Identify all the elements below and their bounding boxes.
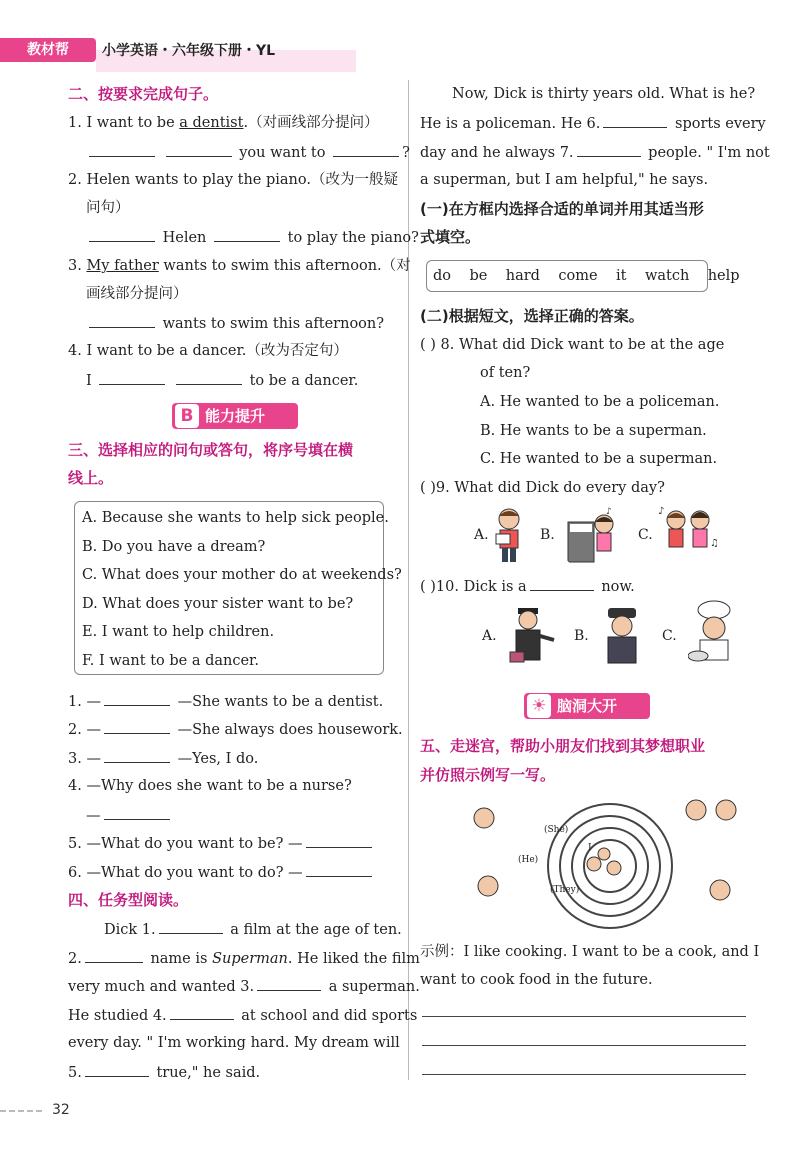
blank[interactable] <box>104 748 170 763</box>
answer-line[interactable] <box>422 1074 746 1075</box>
blank[interactable] <box>89 227 155 242</box>
maze-label-i: I <box>588 843 592 853</box>
maze-label-he: (He) <box>518 855 539 865</box>
option-c: C. What does your mother do at weekends? <box>82 567 402 583</box>
dialog-item-3: 3. — —Yes, I do. <box>68 748 258 769</box>
q9-label-a: A. <box>474 527 489 543</box>
option-a: A. Because she wants to help sick people. <box>82 510 389 526</box>
blank[interactable] <box>214 227 280 242</box>
q4-line2: I to be a dancer. <box>86 370 358 391</box>
q8-option-a: A. He wanted to be a policeman. <box>480 394 720 410</box>
q9-label-c: C. <box>638 527 653 543</box>
option-f: F. I want to be a dancer. <box>82 653 259 669</box>
maze-label-she: (She) <box>544 825 569 835</box>
blank[interactable] <box>306 862 372 877</box>
right-line-3: day and he always 7. people. " I'm not <box>420 142 770 163</box>
q10-label-a: A. <box>482 628 497 644</box>
dialog-item-1: 1. — —She wants to be a dentist. <box>68 691 383 712</box>
svg-text:♪: ♪ <box>658 506 665 517</box>
ability-banner: B 能力提升 <box>172 403 298 429</box>
answer-line[interactable] <box>422 1045 746 1046</box>
dialog-item-6: 6. —What do you want to do? — <box>68 862 375 883</box>
q9-label-b: B. <box>540 527 555 543</box>
passage-line-2: 2. name is Superman. He liked the film <box>68 948 420 969</box>
blank[interactable] <box>104 805 170 820</box>
q10-question: ( )10. Dick is a now. <box>420 576 635 597</box>
brain-banner: ☀ 脑洞大开 <box>524 693 650 719</box>
blank[interactable] <box>603 113 667 128</box>
section5-heading-1: 五、走迷宫，帮助小朋友们找到其梦想职业 <box>420 737 706 755</box>
section5-heading-2: 并仿照示例写一写。 <box>420 766 556 784</box>
option-e: E. I want to help children. <box>82 624 275 640</box>
policeman-picture <box>602 606 642 666</box>
q9-question: ( )9. What did Dick do every day? <box>420 480 665 496</box>
page-number: 32 <box>52 1102 70 1118</box>
q8-option-c: C. He wanted to be a superman. <box>480 451 718 467</box>
passage-line-3: very much and wanted 3. a superman. <box>68 976 420 997</box>
option-b: B. Do you have a dream? <box>82 539 266 555</box>
kids-dancing-picture <box>656 502 720 564</box>
blank[interactable] <box>333 142 399 157</box>
q8-line2: of ten? <box>480 365 531 381</box>
passage-line-5: every day. " I'm working hard. My dream will <box>68 1035 400 1051</box>
footer-dots <box>0 1110 44 1112</box>
q2-line2: Helen to play the piano? <box>86 227 419 248</box>
boy-reading-picture <box>492 506 526 564</box>
header-badge: 教材帮 <box>0 38 96 62</box>
blank[interactable] <box>159 919 223 934</box>
example-line-1: 示例：I like cooking. I want to be a cook, and I <box>420 944 760 960</box>
q8-option-b: B. He wants to be a superman. <box>480 423 707 439</box>
option-d: D. What does your sister want to be? <box>82 596 354 612</box>
q2-cont: 问句） <box>86 200 130 216</box>
blank[interactable] <box>577 142 641 157</box>
q1-line2: you want to ? <box>86 142 410 163</box>
svg-text:♪: ♪ <box>606 507 612 517</box>
blank[interactable] <box>257 976 321 991</box>
example-line-2: want to cook food in the future. <box>420 972 653 988</box>
blank[interactable] <box>170 1005 234 1020</box>
maze-picture <box>470 792 746 932</box>
blank[interactable] <box>85 1062 149 1077</box>
q3-line2: wants to swim this afternoon? <box>86 313 384 334</box>
maze-label-they: (They) <box>550 885 580 895</box>
q1-line1: 1. I want to be a dentist.（对画线部分提问） <box>68 115 379 131</box>
cook-picture <box>688 600 740 668</box>
dialog-item-4-answer: — <box>86 805 173 826</box>
banner-b-icon: B <box>175 404 199 428</box>
right-line-2: He is a policeman. He 6. sports every <box>420 113 766 134</box>
passage-line-6: 5. true," he said. <box>68 1062 260 1083</box>
q2-line1: 2. Helen wants to play the piano.（改为一般疑 <box>68 172 398 188</box>
sub1-heading-2: 式填空。 <box>420 228 481 246</box>
answer-line[interactable] <box>422 1016 746 1017</box>
svg-text:♫: ♫ <box>710 538 719 549</box>
blank[interactable] <box>99 370 165 385</box>
blank[interactable] <box>176 370 242 385</box>
word-box-words: do be hard come it watch help <box>433 268 740 284</box>
sub1-heading-1: (一)在方框内选择合适的单词并用其适当形 <box>420 200 704 218</box>
girl-piano-picture <box>566 506 618 564</box>
q10-label-c: C. <box>662 628 677 644</box>
dialog-item-2: 2. — —She always does housework. <box>68 719 403 740</box>
q3-line1: 3. My father wants to swim this afternoon.（对 <box>68 258 411 274</box>
blank[interactable] <box>89 142 155 157</box>
q10-label-b: B. <box>574 628 589 644</box>
blank[interactable] <box>306 833 372 848</box>
blank[interactable] <box>89 313 155 328</box>
blank[interactable] <box>166 142 232 157</box>
dialog-item-5: 5. —What do you want to be? — <box>68 833 375 854</box>
header-title: 小学英语・六年级下册・YL <box>102 43 276 59</box>
section3-heading-2: 线上。 <box>68 469 114 487</box>
lightbulb-icon: ☀ <box>527 694 551 718</box>
blank[interactable] <box>104 719 170 734</box>
q3-cont: 画线部分提问） <box>86 286 188 302</box>
passage-line-1: Dick 1. a film at the age of ten. <box>104 919 402 940</box>
passage-line-4: He studied 4. at school and did sports <box>68 1005 417 1026</box>
sub2-heading: (二)根据短文，选择正确的答案。 <box>420 307 644 325</box>
q4-line1: 4. I want to be a dancer.（改为否定句） <box>68 343 348 359</box>
section3-heading-1: 三、选择相应的问句或答句，将序号填在横 <box>68 441 354 459</box>
section4-heading: 四、任务型阅读。 <box>68 891 189 909</box>
driver-picture <box>504 604 558 668</box>
dialog-item-4: 4. —Why does she want to be a nurse? <box>68 778 352 794</box>
blank[interactable] <box>85 948 143 963</box>
section2-heading: 二、按要求完成句子。 <box>68 85 219 103</box>
blank[interactable] <box>530 576 594 591</box>
blank[interactable] <box>104 691 170 706</box>
right-line-4: a superman, but I am helpful," he says. <box>420 172 709 188</box>
right-line-1: Now, Dick is thirty years old. What is he? <box>452 86 756 102</box>
q8-line1: ( ) 8. What did Dick want to be at the age <box>420 337 725 353</box>
